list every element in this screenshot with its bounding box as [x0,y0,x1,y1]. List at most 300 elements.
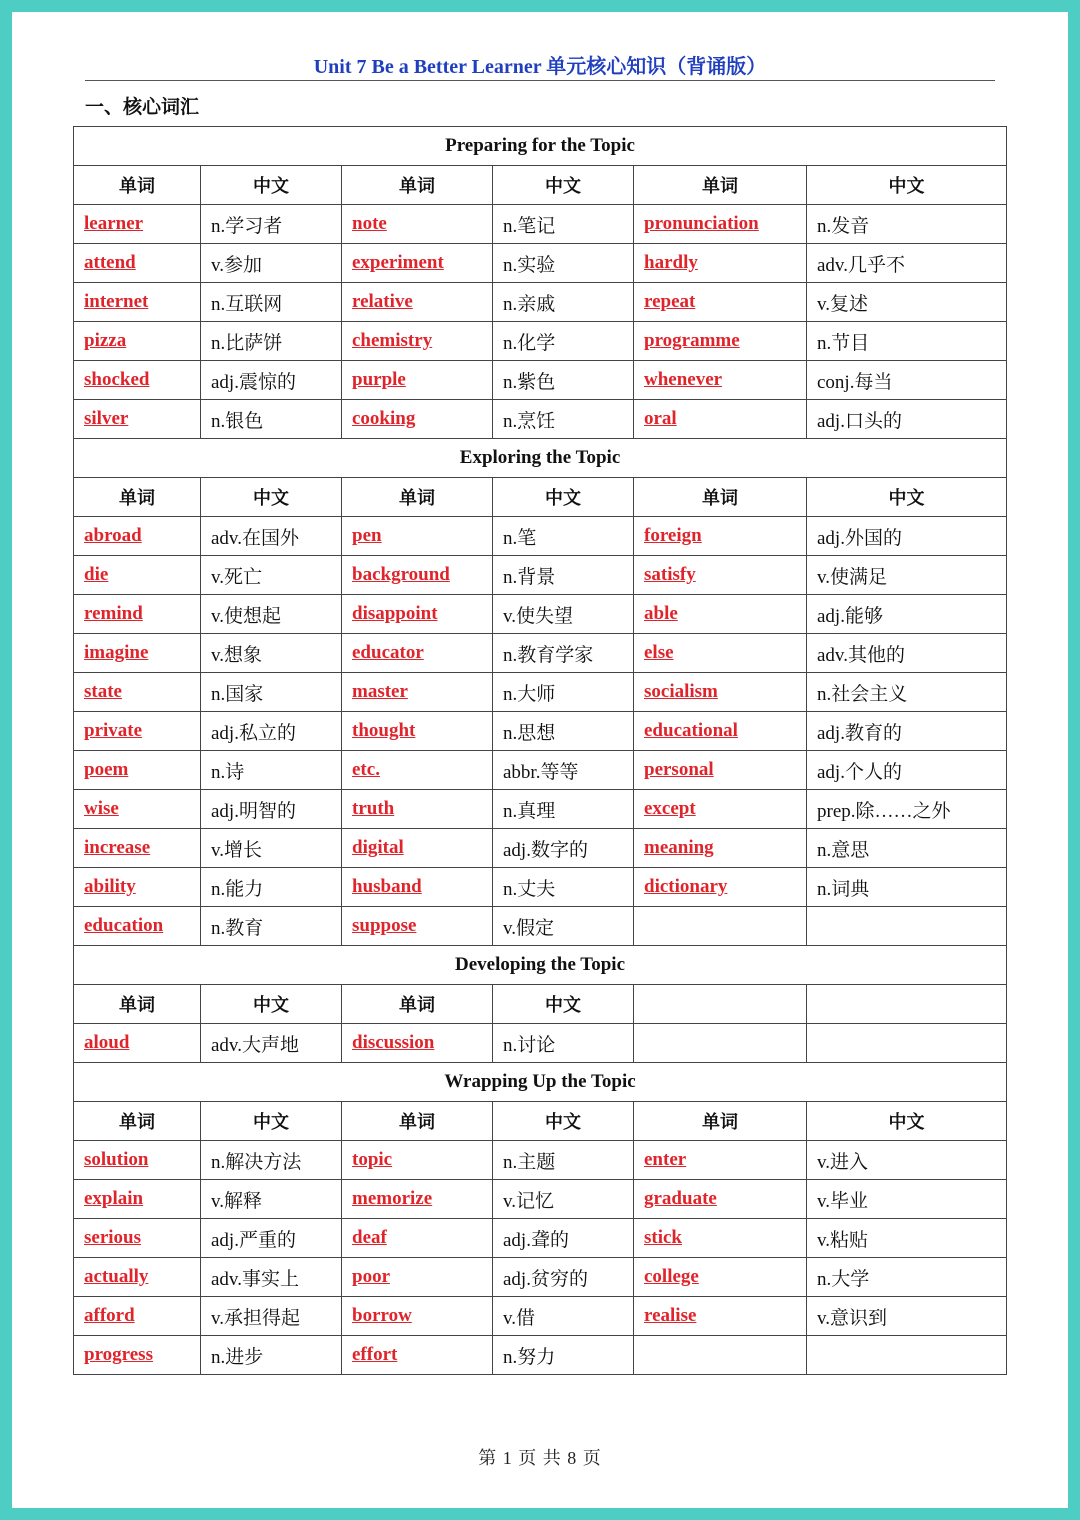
vocab-meaning-text: n.紫色 [503,371,556,393]
vocab-word [634,868,807,907]
table-row [74,244,1007,283]
vocab-word [634,205,807,244]
vocab-word-text: stick [644,1227,682,1248]
vocab-meaning [201,1297,342,1336]
vocab-word-text: increase [84,837,151,858]
vocab-meaning-text: n.银色 [211,410,264,432]
vocab-word-text: pronunciation [644,213,759,234]
section-title-row [74,946,1007,985]
vocab-word [74,517,201,556]
table-row [74,751,1007,790]
vocab-word-text: afford [84,1305,135,1326]
vocab-meaning [493,1180,634,1219]
column-header-row [74,478,1007,517]
vocab-word-text: poem [84,759,129,780]
vocab-word-text: else [644,642,674,663]
vocab-word [342,517,493,556]
vocab-word-text: thought [352,720,416,741]
vocab-word-text: satisfy [644,564,696,585]
vocab-word-text: discussion [352,1032,435,1053]
vocab-meaning [201,1219,342,1258]
vocab-word-text: whenever [644,369,723,390]
vocab-meaning [807,1258,1007,1297]
vocab-meaning [493,907,634,946]
vocab-meaning-text: v.记忆 [503,1190,555,1212]
vocab-word-text: memorize [352,1188,433,1209]
section-title: Wrapping Up the Topic [74,1063,1007,1102]
table-row [74,1024,1007,1063]
vocab-meaning-text: n.比萨饼 [211,332,283,354]
vocab-meaning-text: n.真理 [503,800,556,822]
vocab-word-text: pizza [84,330,127,351]
column-header-chinese: 中文 [807,1102,1007,1141]
vocab-meaning [493,283,634,322]
vocab-meaning [201,868,342,907]
page-number: 第 1 页 共 8 页 [478,1448,602,1468]
vocab-word [342,283,493,322]
vocab-word-text: socialism [644,681,718,702]
vocab-word [342,1297,493,1336]
vocab-word-text: silver [84,408,129,429]
vocab-meaning [493,400,634,439]
vocab-word-text: suppose [352,915,417,936]
vocab-word-text: enter [644,1149,687,1170]
vocab-meaning [493,1141,634,1180]
vocab-word [634,1336,807,1375]
vocab-word [634,907,807,946]
vocab-meaning-text: prep.除……之外 [817,800,951,822]
vocab-word-text: repeat [644,291,696,312]
vocab-word-text: educational [644,720,738,741]
vocab-word [74,829,201,868]
vocab-meaning [807,1024,1007,1063]
table-row [74,634,1007,673]
header-divider [85,80,995,81]
vocab-meaning [493,1297,634,1336]
vocab-meaning [493,829,634,868]
vocab-word [74,322,201,361]
vocab-word [74,1336,201,1375]
vocab-word [634,1141,807,1180]
vocab-meaning-text: adv.在国外 [211,527,299,549]
vocab-word-text: shocked [84,369,150,390]
vocab-word-text: college [644,1266,699,1287]
vocab-meaning-text: abbr.等等 [503,761,579,783]
vocab-word-text: programme [644,330,740,351]
vocab-word [634,517,807,556]
vocab-word [74,244,201,283]
vocab-word [342,1180,493,1219]
table-row [74,907,1007,946]
vocab-meaning-text: n.背景 [503,566,556,588]
column-header-word: 单词 [342,478,493,517]
section-title: Preparing for the Topic [74,127,1007,166]
vocab-meaning [201,1180,342,1219]
vocab-word [634,673,807,712]
vocab-meaning-text: v.死亡 [211,566,263,588]
vocab-word-text: effort [352,1344,398,1365]
vocab-meaning [201,517,342,556]
vocab-word-text: graduate [644,1188,717,1209]
vocab-meaning-text: n.笔 [503,527,537,549]
vocab-word [74,790,201,829]
vocabulary-table [73,126,1007,1375]
vocab-meaning [201,400,342,439]
vocab-meaning [201,634,342,673]
vocab-meaning [493,595,634,634]
vocab-meaning [807,1336,1007,1375]
column-header-row [74,1102,1007,1141]
vocab-word [74,1297,201,1336]
column-header-chinese: 中文 [201,478,342,517]
table-row [74,1258,1007,1297]
vocab-meaning-text: n.大师 [503,683,556,705]
vocab-meaning-text: n.国家 [211,683,264,705]
section-title-row [74,1063,1007,1102]
vocab-word [634,712,807,751]
vocab-word [634,283,807,322]
vocab-word [74,1024,201,1063]
vocab-meaning-text: n.教育 [211,917,264,939]
vocab-meaning [807,868,1007,907]
vocab-word [634,829,807,868]
vocab-word-text: topic [352,1149,393,1170]
vocab-meaning [493,244,634,283]
vocab-meaning [807,634,1007,673]
vocab-meaning [807,790,1007,829]
vocab-word-text: meaning [644,837,714,858]
vocab-meaning [201,1024,342,1063]
vocab-word-text: chemistry [352,330,433,351]
vocab-word [74,361,201,400]
vocab-meaning-text: adj.外国的 [817,527,902,549]
vocab-meaning [493,1336,634,1375]
vocab-word-text: experiment [352,252,444,273]
vocab-word-text: actually [84,1266,149,1287]
vocab-meaning-text: n.笔记 [503,215,556,237]
column-header-word: 单词 [74,166,201,205]
vocab-meaning [493,361,634,400]
vocab-meaning [493,868,634,907]
vocab-meaning-text: n.丈夫 [503,878,556,900]
section-title: Exploring the Topic [74,439,1007,478]
vocab-word-text: dictionary [644,876,728,897]
vocab-meaning-text: v.使满足 [817,566,888,588]
vocab-word-text: oral [644,408,677,429]
vocab-meaning [807,1219,1007,1258]
section-title-row [74,127,1007,166]
vocab-meaning-text: n.词典 [817,878,870,900]
column-header-row [74,985,1007,1024]
vocab-meaning [493,1219,634,1258]
table-row [74,1297,1007,1336]
table-row [74,673,1007,712]
vocab-word [634,1297,807,1336]
vocab-meaning [493,1024,634,1063]
vocab-meaning [807,673,1007,712]
vocab-meaning-text: adj.教育的 [817,722,902,744]
vocab-word-text: serious [84,1227,141,1248]
vocab-word-text: realise [644,1305,697,1326]
vocab-word [74,205,201,244]
vocab-meaning-text: n.诗 [211,761,245,783]
vocab-meaning-text: adj.数字的 [503,839,588,861]
column-header-chinese: 中文 [201,1102,342,1141]
vocab-meaning-text: v.进入 [817,1151,869,1173]
vocab-word [74,673,201,712]
section-heading: 一、核心词汇 [85,96,200,118]
vocab-word [74,1219,201,1258]
table-row [74,868,1007,907]
vocab-meaning-text: v.承担得起 [211,1307,301,1329]
vocab-word-text: attend [84,252,136,273]
vocab-meaning-text: n.讨论 [503,1034,556,1056]
vocab-meaning [493,205,634,244]
vocab-word [634,634,807,673]
vocab-word [74,751,201,790]
vocab-word [342,634,493,673]
table-row [74,712,1007,751]
vocab-word [634,790,807,829]
vocab-meaning [201,712,342,751]
vocab-word-text: deaf [352,1227,387,1248]
column-header-chinese: 中文 [201,985,342,1024]
vocab-meaning-text: v.复述 [817,293,869,315]
vocab-word [342,829,493,868]
vocab-meaning-text: n.教育学家 [503,644,594,666]
vocab-meaning [807,1180,1007,1219]
vocab-meaning [201,1141,342,1180]
vocab-meaning [807,244,1007,283]
vocab-word [74,712,201,751]
vocab-word [634,1258,807,1297]
vocab-word-text: private [84,720,143,741]
table-row [74,556,1007,595]
vocab-meaning [493,322,634,361]
vocab-word-text: pen [352,525,382,546]
vocab-meaning-text: v.意识到 [817,1307,888,1329]
vocab-meaning-text: adj.个人的 [817,761,902,783]
table-row [74,1141,1007,1180]
vocab-word [74,868,201,907]
table-row [74,829,1007,868]
vocab-word [74,1141,201,1180]
vocab-word-text: foreign [644,525,702,546]
vocab-meaning [201,244,342,283]
vocab-word [634,322,807,361]
vocab-word-text: etc. [352,759,380,780]
vocab-word [634,1219,807,1258]
vocab-word-text: remind [84,603,143,624]
column-header-chinese: 中文 [807,478,1007,517]
vocab-word-text: husband [352,876,422,897]
vocab-meaning [201,673,342,712]
vocab-meaning-text: n.进步 [211,1346,264,1368]
vocab-word [342,673,493,712]
vocab-word-text: state [84,681,122,702]
vocab-word [342,361,493,400]
vocab-meaning-text: v.解释 [211,1190,263,1212]
vocab-word-text: cooking [352,408,416,429]
vocab-meaning [201,322,342,361]
vocab-word [342,1336,493,1375]
vocab-meaning-text: adj.能够 [817,605,883,627]
vocab-word [342,751,493,790]
vocab-meaning-text: adj.震惊的 [211,371,296,393]
vocab-word [634,751,807,790]
table-row [74,205,1007,244]
vocab-word [634,400,807,439]
vocab-meaning-text: n.解决方法 [211,1151,302,1173]
vocab-meaning [201,361,342,400]
vocab-word [634,1180,807,1219]
vocab-meaning-text: adj.贫穷的 [503,1268,588,1290]
vocab-meaning-text: v.参加 [211,254,263,276]
column-header-word: 单词 [634,478,807,517]
vocab-word-text: truth [352,798,395,819]
vocab-meaning [807,829,1007,868]
vocab-word-text: master [352,681,408,702]
vocab-meaning-text: v.想象 [211,644,263,666]
vocab-word-text: explain [84,1188,144,1209]
vocab-word-text: ability [84,876,136,897]
vocab-word [634,361,807,400]
table-row [74,1180,1007,1219]
vocab-word-text: wise [84,798,119,819]
vocab-meaning-text: adv.事实上 [211,1268,299,1290]
vocab-meaning-text: n.节目 [817,332,870,354]
vocab-meaning [493,790,634,829]
vocab-meaning [807,907,1007,946]
vocab-word [342,1141,493,1180]
column-header-chinese: 中文 [493,985,634,1024]
vocab-word [342,790,493,829]
vocab-word [342,907,493,946]
vocab-word [634,244,807,283]
vocab-meaning-text: adv.大声地 [211,1034,299,1056]
column-header-row [74,166,1007,205]
vocab-meaning-text: n.互联网 [211,293,283,315]
column-header-word: 单词 [634,166,807,205]
vocab-meaning [807,283,1007,322]
table-row [74,322,1007,361]
vocab-meaning [201,829,342,868]
vocab-meaning [493,1258,634,1297]
vocab-word-text: internet [84,291,149,312]
column-header-chinese [807,985,1007,1024]
column-header-word: 单词 [74,985,201,1024]
vocab-meaning-text: v.使想起 [211,605,282,627]
vocab-meaning [201,595,342,634]
vocab-meaning [493,673,634,712]
vocab-meaning [493,517,634,556]
vocab-meaning-text: v.使失望 [503,605,574,627]
vocab-word-text: digital [352,837,404,858]
vocab-meaning [493,634,634,673]
vocab-word-text: solution [84,1149,149,1170]
vocab-meaning [807,712,1007,751]
column-header-word: 单词 [634,1102,807,1141]
column-header-word: 单词 [74,1102,201,1141]
vocab-word-text: background [352,564,450,585]
vocab-word-text: personal [644,759,714,780]
vocab-word-text: educator [352,642,424,663]
vocab-word [74,283,201,322]
vocab-meaning-text: adj.聋的 [503,1229,569,1251]
vocab-meaning-text: v.毕业 [817,1190,869,1212]
vocab-word [74,634,201,673]
vocab-word-text: poor [352,1266,390,1287]
vocab-meaning-text: conj.每当 [817,371,893,393]
vocab-meaning [807,1141,1007,1180]
vocab-word [634,595,807,634]
vocab-word [342,1258,493,1297]
vocab-meaning-text: n.烹饪 [503,410,556,432]
vocab-meaning [201,751,342,790]
vocab-word-text: progress [84,1344,153,1365]
table-row [74,283,1007,322]
vocab-word [342,1219,493,1258]
vocab-word [74,556,201,595]
vocab-meaning-text: n.能力 [211,878,264,900]
vocab-word [342,556,493,595]
vocab-meaning [807,1297,1007,1336]
column-header-word: 单词 [342,1102,493,1141]
vocab-meaning-text: v.增长 [211,839,263,861]
vocab-meaning-text: n.实验 [503,254,556,276]
vocab-word-text: aloud [84,1032,130,1053]
vocab-word-text: learner [84,213,144,234]
vocab-meaning-text: adj.严重的 [211,1229,296,1251]
column-header-chinese: 中文 [493,478,634,517]
vocab-meaning [807,751,1007,790]
vocab-meaning [807,205,1007,244]
page-title: Unit 7 Be a Better Learner 单元核心知识（背诵版） [313,56,767,78]
table-row [74,595,1007,634]
section-title-row [74,439,1007,478]
table-row [74,1219,1007,1258]
vocab-meaning [807,595,1007,634]
vocab-meaning-text: adj.明智的 [211,800,296,822]
vocab-meaning [201,283,342,322]
vocab-meaning-text: n.亲戚 [503,293,556,315]
column-header-word [634,985,807,1024]
table-row [74,400,1007,439]
vocab-meaning-text: adv.几乎不 [817,254,905,276]
vocab-word-text: hardly [644,252,698,273]
vocab-word [342,205,493,244]
vocab-word [342,712,493,751]
vocab-meaning [201,1258,342,1297]
vocab-word [634,1024,807,1063]
table-row [74,517,1007,556]
vocab-meaning [807,361,1007,400]
vocab-word-text: imagine [84,642,149,663]
section-title: Developing the Topic [74,946,1007,985]
column-header-word: 单词 [342,985,493,1024]
vocab-meaning [201,556,342,595]
vocab-word-text: able [644,603,678,624]
vocab-word-text: abroad [84,525,142,546]
vocab-word [342,400,493,439]
vocab-meaning-text: v.借 [503,1307,536,1329]
table-row [74,361,1007,400]
vocab-word [342,244,493,283]
table-row [74,1336,1007,1375]
vocab-meaning-text: n.发音 [817,215,870,237]
vocab-word [74,400,201,439]
vocab-meaning [201,1336,342,1375]
